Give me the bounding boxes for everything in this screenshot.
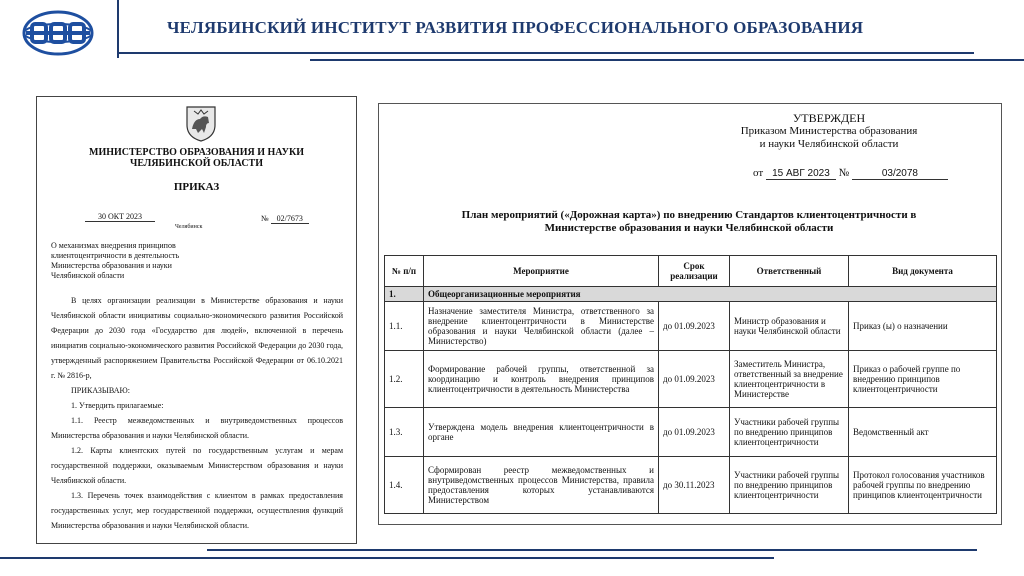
table-row — [385, 408, 997, 457]
ministry-heading — [37, 147, 356, 169]
document-type: ПРИКАЗ — [173, 181, 220, 193]
column-header: Срок реализации — [659, 256, 730, 287]
row-deadline: до 01.09.2023 — [659, 351, 730, 408]
approval-line: Приказом Министерства образования — [740, 125, 918, 137]
approval-block — [709, 112, 949, 151]
footer-rule-bottom — [0, 557, 774, 559]
row-event: Формирование рабочей группы, ответственной за координацию и контроль внедрения принципов клиентоцентричности в деятельность Министерства — [424, 351, 659, 408]
header-rule-top — [117, 52, 974, 54]
header-divider-vertical — [117, 0, 119, 58]
row-deadline: до 01.09.2023 — [659, 408, 730, 457]
row-event: Назначение заместителя Министра, ответственного за внедрение клиентоцентричности в Министерстве образования и науки Челябинской области (далее – Министерство) — [424, 302, 659, 351]
row-number: 1.2. — [385, 351, 424, 408]
row-responsible: Министр образования и науки Челябинской области — [730, 302, 849, 351]
ministry-line-2: ЧЕЛЯБИНСКОЙ ОБЛАСТИ — [130, 158, 263, 169]
order-number-label: № — [261, 214, 269, 223]
approval-date: 15 АВГ 2023 — [766, 168, 836, 180]
plan-title: План мероприятий («Дорожная карта») по внедрению Стандартов клиентоцентричности в Министерстве образования и науки Челябинской области — [461, 209, 917, 234]
order-number — [261, 214, 309, 223]
column-header: Вид документа — [849, 256, 997, 287]
order-item: 1.2. Карты клиентских путей по государственным услугам и мерам государственной поддержки, оказываемым Министерством образования и науки Челябинской области. — [51, 446, 343, 485]
page-title: ЧЕЛЯБИНСКИЙ ИНСТИТУТ РАЗВИТИЯ ПРОФЕССИОНАЛЬНОГО ОБРАЗОВАНИЯ — [167, 18, 864, 37]
header-rule-bottom — [310, 59, 1024, 61]
ministry-line-1: МИНИСТЕРСТВО ОБРАЗОВАНИЯ И НАУКИ — [89, 147, 304, 158]
approval-date-prefix: от — [753, 167, 764, 179]
row-document: Ведомственный акт — [849, 408, 997, 457]
section-title: Общеорганизационные мероприятия — [424, 287, 997, 302]
row-event: Утверждена модель внедрения клиентоцентричности в органе — [424, 408, 659, 457]
row-deadline: до 30.11.2023 — [659, 457, 730, 514]
institute-logo — [22, 10, 94, 56]
table-row — [385, 302, 997, 351]
approval-number: 03/2078 — [852, 168, 948, 180]
row-number: 1.4. — [385, 457, 424, 514]
footer-rule-top — [207, 549, 977, 551]
column-header: Ответственный — [730, 256, 849, 287]
roadmap-document — [378, 103, 1002, 525]
approval-date-line — [753, 167, 948, 180]
table-row — [385, 351, 997, 408]
order-paragraph: В целях организации реализации в Министерстве образования и науки Челябинской области инициативы социально-экономического развития Российской Федерации до 2030 года «Государство для людей», включенной в перечень инициатив социально-экономического развития Российской Федерации до 2030 года, утвержденный распоряжением Правительства Российской Федерации от 06.10.2021 г. № 2816-р, — [51, 296, 343, 380]
order-item: 1. Утвердить прилагаемые: — [71, 401, 164, 410]
order-city: Челябинск — [175, 224, 203, 230]
approval-title: УТВЕРЖДЕН — [792, 111, 866, 125]
order-command: ПРИКАЗЫВАЮ: — [71, 386, 130, 395]
row-responsible: Заместитель Министра, ответственный за внедрение клиентоцентричности в Министерстве — [730, 351, 849, 408]
row-number: 1.1. — [385, 302, 424, 351]
order-document — [36, 96, 357, 544]
row-event: Сформирован реестр межведомственных и внутриведомственных процессов Министерства, правила предоставления которых устанавливаются Министерством — [424, 457, 659, 514]
order-subject: О механизмах внедрения принципов клиентоцентричности в деятельность Министерства образования и науки Челябинской области — [51, 241, 180, 280]
row-deadline: до 01.09.2023 — [659, 302, 730, 351]
row-number: 1.3. — [385, 408, 424, 457]
approval-line: и науки Челябинской области — [759, 138, 899, 150]
approval-number-label: № — [838, 167, 850, 179]
column-header: № п/п — [385, 256, 424, 287]
order-item: 1.3. Перечень точек взаимодействия с клиентом в рамках предоставления государственных услуг, мер государственной поддержки, осуществления функций Министерства образования и науки Челябинской области. — [51, 491, 343, 530]
section-row — [385, 287, 997, 302]
coat-of-arms-icon — [184, 103, 218, 143]
row-responsible: Участники рабочей группы по внедрению принципов клиентоцентричности — [730, 457, 849, 514]
section-number: 1. — [385, 287, 424, 302]
order-body — [51, 293, 343, 533]
table-header-row — [385, 256, 997, 287]
order-date: 30 ОКТ 2023 — [85, 212, 155, 222]
table-row — [385, 457, 997, 514]
column-header: Мероприятие — [424, 256, 659, 287]
row-responsible: Участники рабочей группы по внедрению принципов клиентоцентричности — [730, 408, 849, 457]
row-document: Приказ (ы) о назначении — [849, 302, 997, 351]
order-item: 1.1. Реестр межведомственных и внутриведомственных процессов Министерства образования и науки Челябинской области. — [51, 416, 343, 440]
roadmap-table — [384, 255, 997, 514]
row-document: Приказ о рабочей группе по внедрению принципов клиентоцентричности — [849, 351, 997, 408]
order-number-value: 02/7673 — [271, 214, 309, 224]
row-document: Протокол голосования участников рабочей группы по внедрению принципов клиентоцентричности — [849, 457, 997, 514]
